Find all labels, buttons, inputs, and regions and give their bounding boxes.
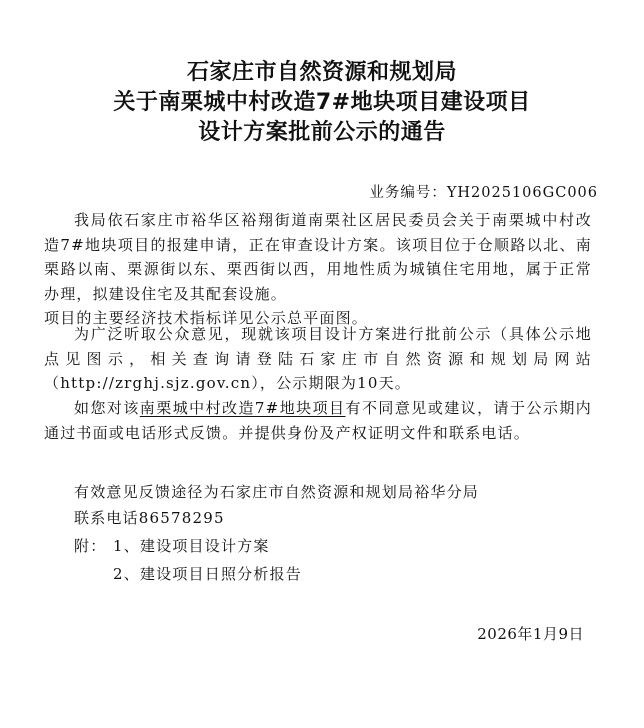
paragraph-feedback-request bbox=[44, 396, 592, 445]
business-number: 业务编号：YH2025106GC006 bbox=[369, 185, 598, 201]
notice-title-line-2: 关于南栗城中村改造7#地块项目建设项目 bbox=[113, 90, 531, 115]
paragraph-application bbox=[44, 208, 592, 331]
issue-date: 2026年1月9日 bbox=[477, 625, 584, 643]
attachments-label: 附： bbox=[74, 537, 107, 555]
attachment-item-2: 2、建设项目日照分析报告 bbox=[113, 565, 302, 583]
paragraph-application-text: 我局依石家庄市裕华区裕翔街道南栗社区居民委员会关于南栗城中村改造7#地块项目的报建申请，正在审查设计方案。该项目位于仓顺路以北、南栗路以南、栗源街以东、栗西街以西，用地性质为城镇住宅用地，属于正常办理，拟建设住宅及其配套设施。 bbox=[44, 211, 592, 303]
paragraph-public-notice: 为广泛听取公众意见，现就该项目设计方案进行批前公示（具体公示地点见图示，相关查询请登陆石家庄市自然资源和规划局网站（http://zrghj.sjz.gov.cn），公示期限为10天。 bbox=[44, 325, 592, 392]
paragraph-application-tail: 项目的主要经济技术指标详见公示总平面图。 bbox=[44, 309, 369, 327]
notice-title-line-3: 设计方案批前公示的通告 bbox=[198, 120, 446, 145]
feedback-channel: 有效意见反馈途径为石家庄市自然资源和规划局裕华分局 bbox=[74, 483, 480, 501]
contact-phone: 联系电话86578295 bbox=[74, 509, 225, 527]
paragraph-feedback-prefix: 如您对该 bbox=[74, 399, 140, 417]
paragraph-feedback-suffix: 有不同意见或建议，请于公示期内通过书面或电话形式反馈。并提供身份及产权证明文件和联系电话。 bbox=[44, 399, 592, 442]
project-name-underlined: 南栗城中村改造7#地块项目 bbox=[139, 399, 346, 417]
attachment-item-1: 1、建设项目设计方案 bbox=[113, 537, 270, 555]
notice-title-line-1: 石家庄市自然资源和规划局 bbox=[186, 60, 457, 85]
